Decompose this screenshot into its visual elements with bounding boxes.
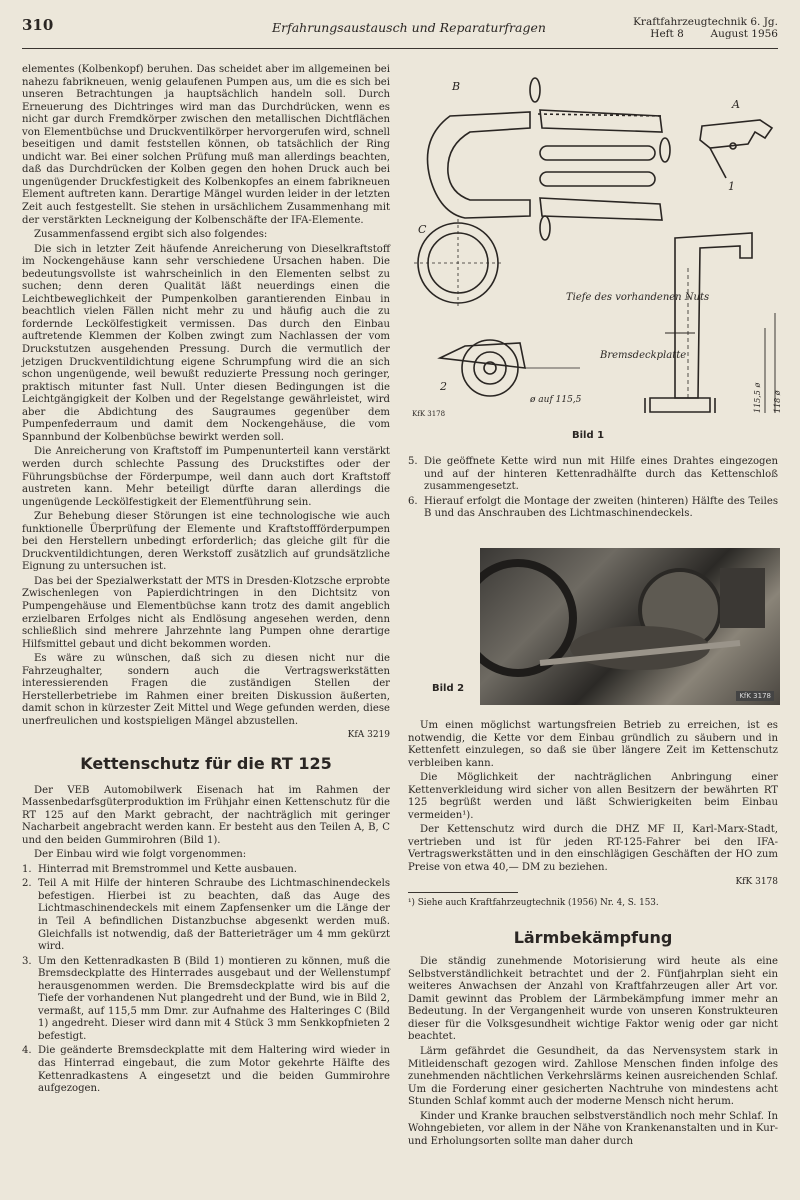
label-1: 1 bbox=[728, 180, 735, 193]
figure-2-photo bbox=[480, 548, 780, 705]
part-b-shape bbox=[428, 112, 531, 218]
install-steps-cont bbox=[408, 456, 778, 521]
paragraph: Die Anreicherung von Kraftstoff im Pumpenunterteil kann verstärkt werden durch schlechte Passung des Druckstiftes oder der Führungsbüchse der Förderpumpe, weil dann auch dort Kraftstoff austreten kann. Mehr beteiligt dürfte daran allerdings die ungenügende Leckölfestigkeit der Elementführung sein. bbox=[22, 446, 390, 508]
figure-1-caption: Bild 1 bbox=[572, 430, 605, 441]
paragraph: Das bei der Spezialwerkstatt der MTS in Dresden-Klotzsche erprobte Zwischenlegen von Papierdichtringen in den Dichtsitz von Pumpengehäuse und Elementbüchse kann trotz des damit angeblich erzielbaren Erfolges nicht als Endlösung angesehen werden, denn schließlich sind mehrere Jahrzehnte lang Pumpen ohne derartige Hilfsmittel gebaut und dicht bekommen worden. bbox=[22, 575, 390, 650]
paragraph: Zur Behebung dieser Störungen ist eine technologische wie auch funktionelle Überprüfung der Elemente und Kraftstoffförderpumpen bei den Herstellern unbedingt erforderlich; das gleiche gilt für die Druckventildichtungen, deren Werkstoff zusätzlich auf grundsätzliche Eignung zu untersuchen ist. bbox=[22, 511, 390, 573]
journal-line-1: Kraftfahrzeugtechnik 6. Jg. bbox=[633, 16, 778, 28]
list-item: 1. Hinterrad mit Bremstrommel und Kette ausbauen. bbox=[22, 863, 298, 875]
journal-info bbox=[633, 16, 778, 40]
paragraph: Die ständig zunehmende Motorisierung wird heute als eine Selbstverständlichkeit betrachtet und der 2. Fünfjahrplan sieht ein weiteres Anwachsen der Anzahl von Kraftfahrzeugen aller Art vor. Damit gewinnt das Problem der Lärmbekämpfung immer mehr an Bedeutung. In der Vergangenheit wurde von unseren Konstrukteuren dieser für die Volksgesundheit wichtige Faktor wenig oder gar nicht beachtet. bbox=[408, 956, 778, 1043]
list-item: 2. Teil A mit Hilfe der hinteren Schraube des Lichtmaschinendeckels befestigen. Hierbei ist zu beachten, daß das Auge des Lichtmaschinendeckels mit einem Zapfensenker um die Länge der in Teil A befindlichen Distanzbuchse abgesenkt werden muß. Gleichfalls ist notwendig, daß der Batterieträger um 4 mm gekürzt wird. bbox=[22, 878, 390, 953]
label-2: 2 bbox=[440, 380, 447, 393]
list-item: 5. Die geöffnete Kette wird nun mit Hilfe eines Drahtes eingezogen und auf der hinteren Kettenradhälfte durch das Kettenschloß zusammengesetzt. bbox=[408, 456, 778, 493]
right-column-bottom bbox=[408, 720, 778, 1150]
paragraph: Der Einbau wird wie folgt vorgenommen: bbox=[34, 849, 247, 861]
section-rubric: Erfahrungsaustausch und Reparaturfragen bbox=[272, 20, 546, 35]
footnote-rule bbox=[408, 892, 518, 893]
figure-1-code: KfK 3178 bbox=[412, 410, 446, 418]
label-b: B bbox=[452, 80, 461, 93]
label-brake-plate: Bremsdeckplatte bbox=[600, 350, 687, 361]
paragraph: Zusammenfassend ergibt sich also folgendes: bbox=[34, 229, 268, 241]
install-steps bbox=[22, 864, 390, 1096]
list-item: 6. Hierauf erfolgt die Montage der zweiten (hinteren) Hälfte des Teiles B und das Anschrauben des Lichtmaschinendeckels. bbox=[408, 495, 778, 520]
page-header bbox=[22, 14, 778, 49]
paragraph: Um einen möglichst wartungsfreien Betrieb zu erreichen, ist es notwendig, die Kette vor dem Einbau gründlich zu säubern und in Kettenfett einzulegen, so daß sie über längere Zeit im Kettenschutz verbleiben kann. bbox=[408, 720, 778, 769]
dim-115: 115,5 ø bbox=[753, 382, 762, 413]
paragraph: Die Möglichkeit der nachträglichen Anbringung einer Kettenverkleidung wird sicher von allen Besitzern der bewährten RT 125 begrüßt werden und läßt Schwierigkeiten beim Einbau vermeiden¹). bbox=[408, 772, 778, 821]
paragraph: Der VEB Automobilwerk Eisenach hat im Rahmen der Massenbedarfsgüterproduktion im Frühjahr einen Kettenschutz für die RT 125 auf den Markt gebracht, der nachträglich mit geringer Nacharbeit angebracht werden kann. Er besteht aus den Teilen A, B, C und den beiden Gummirohren (Bild 1). bbox=[22, 784, 390, 846]
label-c: C bbox=[418, 223, 427, 236]
article-heading: Kettenschutz für die RT 125 bbox=[80, 753, 332, 773]
right-column-top bbox=[408, 456, 778, 523]
paragraph: Es wäre zu wünschen, daß sich zu diesen nicht nur die Fahrzeughalter, sondern auch die Vertragswerkstätten interessierenden Fragen die zuständigen Stellen der Herstellerbetriebe im Rahmen einer breiten Diskussion äußerten, damit schon in kürzester Zeit Mittel und Wege gefunden werden, diese unerfreulichen und kostspieligen Mängel abzustellen. bbox=[22, 653, 390, 727]
label-groove-depth: Tiefe des vorhandenen Nuts bbox=[566, 292, 710, 303]
paragraph: Der Kettenschutz wird durch die DHZ MF II, Karl-Marx-Stadt, vertrieben und ist für jeden RT-125-Fahrer bei den IFA-Vertragswerkstätten und in den einschlägigen Geschäften der HO zum Preise von etwa 40,— DM zu beziehen. bbox=[408, 824, 778, 874]
motorcycle-engine-photo bbox=[480, 548, 780, 705]
dim-118: 118 ø bbox=[773, 390, 782, 413]
article-signature: KfK 3178 bbox=[735, 876, 778, 887]
list-item: 4. Die geänderte Bremsdeckplatte mit dem Haltering wird wieder in das Hinterrad eingebaut, die zum Motor gekehrte Hälfte des Kettenradkastens A eingesetzt und die beiden Gummirohre aufgezogen. bbox=[22, 1045, 390, 1095]
figure-2-code: KfK 3178 bbox=[736, 691, 774, 701]
article-signature: KfA 3219 bbox=[347, 730, 390, 741]
footnote: ¹) Siehe auch Kraftfahrzeugtechnik (1956) Nr. 4, S. 153. bbox=[408, 898, 659, 909]
figure-2-caption: Bild 2 bbox=[432, 683, 465, 694]
left-column bbox=[22, 64, 390, 1098]
figure-1-drawing bbox=[410, 68, 782, 448]
paragraph: Lärm gefährdet die Gesundheit, da das Nervensystem stark in Mitleidenschaft gezogen wird. Zahllose Menschen finden infolge des zunehmenden nächtlichen Verkehrslärms keinen ausreichenden Schlaf. Um die Forderung einer gesicherten Nachtruhe von mindestens acht Stunden Schlaf kommt auch der moderne Mensch nicht herum. bbox=[408, 1046, 778, 1108]
paragraph: Kinder und Kranke brauchen selbstverständlich noch mehr Schlaf. In Wohngebieten, vor allem in der Nähe von Krankenanstalten und in Kur- und Erholungsorten sollte man daher durch bbox=[408, 1110, 778, 1147]
paragraph: Die sich in letzter Zeit häufende Anreicherung von Dieselkraftstoff im Nockengehäuse kann sehr verschiedene Ursachen haben. Die bedeutungsvollste ist wahrscheinlich in den Elementen selbst zu suchen; denn deren Qualität läßt neuerdings einen die Leichtbeweglichkeit der Pumpenkolben garantierenden Einbau in beachtlich vielen Fällen nicht mehr zu und häufig auch die zu fordernde Leckölfestigkeit vermissen. Das durch den Einbau auftretende Klemmen der Kolben zwingt zum Nachlassen der vom Druckstutzen ausgehenden Pressung. Durch die vermutlich der jetzigen Druckventildichtung eigene Schrumpfung wird die an sich schon ungenügende, weil bewußt reduzierte Pressung noch geringer, praktisch mitunter fast Null. Unter diesen Bedingungen ist die Leichtgängigkeit der Kolben und der Regelstange gewährleistet, wird aber die Abdichtung des Saugraumes gegenüber dem Pumpenfederraum und damit dem Nockengehäuse, die vom Spannbund der Kolbenbüchse bewirkt werden soll. bbox=[22, 243, 390, 443]
list-item: 3. Um den Kettenradkasten B (Bild 1) montieren zu können, muß die Bremsdeckplatte des Hinterrades ausgebaut und der Wellenstumpf herausgenommen werden. Die Bremsdeckplatte wird bis auf die Tiefe der vorhandenen Nut plangedreht und der Bund, wie in Bild 2, vermaßt, auf 115,5 mm Dmr. zur Aufnahme des Halteringes C (Bild 1) angedreht. Dieser wird dann mit 4 Stück 3 mm Senkkopfnieten 2 befestigt. bbox=[22, 955, 390, 1042]
article-heading-2: Lärmbekämpfung bbox=[513, 927, 673, 947]
paragraph: elementes (Kolbenkopf) beruhen. Das scheidet aber im allgemeinen bei nahezu fabrikneuen, wenig gelaufenen Pumpen aus, um die es sich bei unseren Betrachtungen ja hauptsächlich handeln soll. Durch Erneuerung des Dichtringes wird man das Durchdrücken, wenn es nicht gar durch Fremdkörper zwischen den metallischen Dichtflächen von Elementbüchse und Druckventilkörper hervorgerufen wird, schnell beseitigen und damit feststellen können, ob tatsächlich der Ring undicht war. Bei einer solchen Prüfung muß man allerdings beachten, daß das Durchdrücken der Kolben gegen den hohen Druck auch bei ungenügender Druckfestigkeit des Kolbenkopfes an einem fabrikneuen Element auftreten kann. Derartige Mängel wurden leider in der letzten Zeit auch festgestellt. Sie stehen in ursächlichem Zusammenhang mit der verstärkten Leckneigung der Kolbenschäfte der IFA-Elemente. bbox=[22, 64, 390, 226]
label-diameter: ø auf 115,5 bbox=[530, 395, 582, 405]
journal-line-2: Heft 8 August 1956 bbox=[650, 28, 778, 40]
label-a: A bbox=[732, 98, 740, 111]
page-number: 310 bbox=[22, 16, 54, 34]
